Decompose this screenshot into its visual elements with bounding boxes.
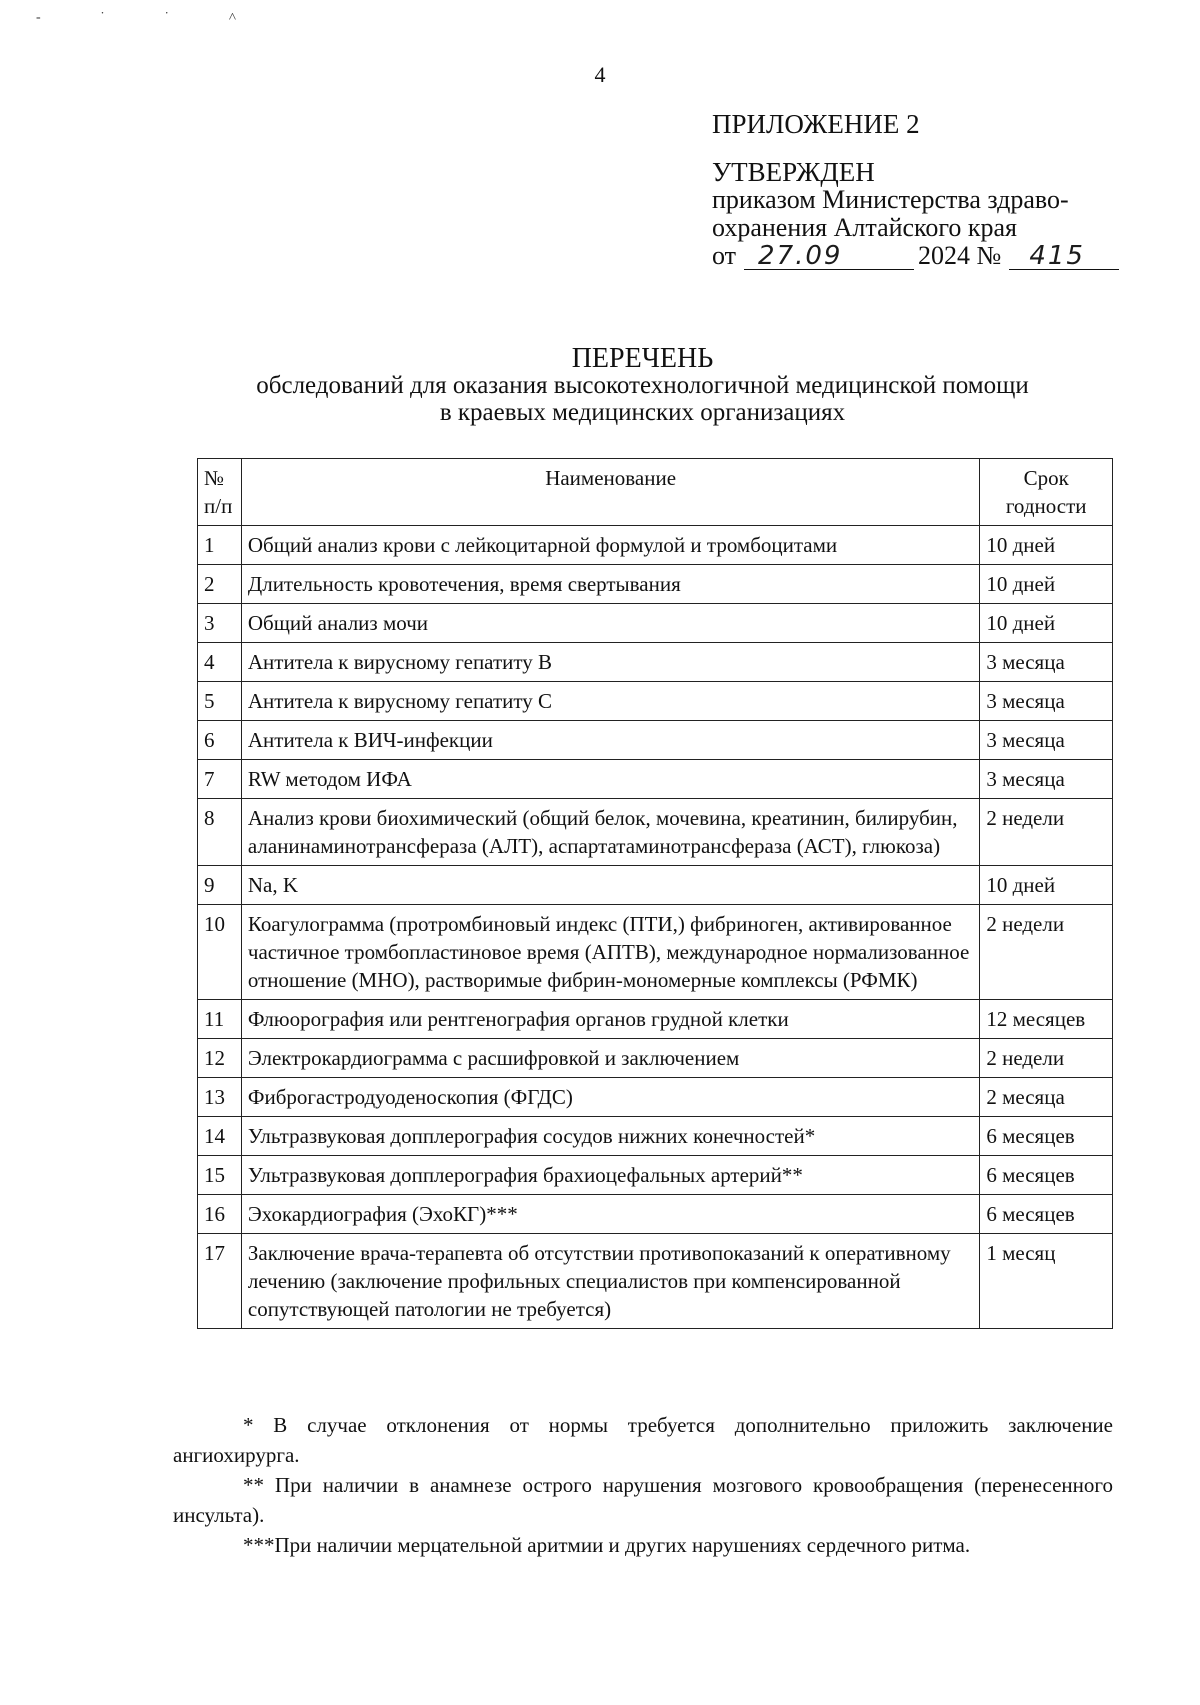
handwritten-date: 27.09 bbox=[744, 243, 914, 270]
handwritten-order-number: 415 bbox=[1009, 243, 1119, 270]
table-row bbox=[198, 643, 1113, 682]
row-name: Эхокардиография (ЭхоКГ)*** bbox=[241, 1195, 979, 1234]
row-number: 1 bbox=[198, 526, 242, 565]
row-name: Антитела к вирусному гепатиту С bbox=[241, 682, 979, 721]
document-title: ПЕРЕЧЕНЬ bbox=[571, 343, 714, 374]
row-number: 15 bbox=[198, 1156, 242, 1195]
row-number: 12 bbox=[198, 1039, 242, 1078]
table-row bbox=[198, 760, 1113, 799]
row-validity: 1 месяц bbox=[980, 1234, 1113, 1329]
table-row bbox=[198, 1234, 1113, 1329]
row-validity: 10 дней bbox=[980, 604, 1113, 643]
footnote-2: ** При наличии в анамнезе острого нарушения мозгового кровообращения (перенесенного инсульта). bbox=[173, 1473, 1113, 1527]
row-number: 9 bbox=[198, 866, 242, 905]
table-row bbox=[198, 1000, 1113, 1039]
row-validity: 10 дней bbox=[980, 866, 1113, 905]
row-validity: 2 недели bbox=[980, 1039, 1113, 1078]
row-name: Заключение врача-терапевта об отсутствии противопоказаний к оперативному лечению (заключение профильных специалистов при компенсированной сопутствующей патологии не требуется) bbox=[241, 1234, 979, 1329]
order-date-number-line bbox=[712, 242, 1152, 270]
table-header-row bbox=[198, 459, 1113, 526]
document-subtitle-line-2: в краевых медицинских организациях bbox=[439, 399, 846, 426]
row-number: 17 bbox=[198, 1234, 242, 1329]
row-name: Ультразвуковая допплерография сосудов нижних конечностей* bbox=[241, 1117, 979, 1156]
row-name: Общий анализ мочи bbox=[241, 604, 979, 643]
row-number: 8 bbox=[198, 799, 242, 866]
approval-stamp-block bbox=[712, 110, 1152, 270]
row-number: 10 bbox=[198, 905, 242, 1000]
row-number: 16 bbox=[198, 1195, 242, 1234]
row-number: 14 bbox=[198, 1117, 242, 1156]
row-number: 3 bbox=[198, 604, 242, 643]
from-label: от bbox=[712, 241, 737, 270]
table-row bbox=[198, 526, 1113, 565]
footnote-3: ***При наличии мерцательной аритмии и других нарушениях сердечного ритма. bbox=[243, 1533, 971, 1557]
row-number: 5 bbox=[198, 682, 242, 721]
row-validity: 10 дней bbox=[980, 526, 1113, 565]
row-number: 4 bbox=[198, 643, 242, 682]
approved-label: УТВЕРЖДЕН bbox=[712, 157, 875, 187]
approval-line-2: охранения Алтайского края bbox=[712, 213, 1018, 242]
examinations-table bbox=[197, 458, 1113, 1329]
table-row bbox=[198, 1117, 1113, 1156]
row-name: Коагулограмма (протромбиновый индекс (ПТИ,) фибриноген, активированное частичное тромбопластиновое время (АПТВ), международное нормализованное отношение (МНО), растворимые фибрин-мономерные комплексы (РФМК) bbox=[241, 905, 979, 1000]
row-name: Общий анализ крови с лейкоцитарной формулой и тромбоцитами bbox=[241, 526, 979, 565]
row-validity: 3 месяца bbox=[980, 643, 1113, 682]
row-name: Анализ крови биохимический (общий белок, мочевина, креатинин, билирубин, аланинаминотрансфераза (АЛТ), аспартатаминотрансфераза (АСТ), глюкоза) bbox=[241, 799, 979, 866]
row-validity: 6 месяцев bbox=[980, 1195, 1113, 1234]
row-validity: 10 дней bbox=[980, 565, 1113, 604]
year-number-label: 2024 № bbox=[918, 241, 1002, 270]
table-row bbox=[198, 905, 1113, 1000]
page-number: 4 bbox=[594, 62, 606, 87]
table-row bbox=[198, 1039, 1113, 1078]
footnotes bbox=[173, 1410, 1113, 1560]
table-row bbox=[198, 604, 1113, 643]
row-name: Электрокардиограмма с расшифровкой и заключением bbox=[241, 1039, 979, 1078]
document-title-block bbox=[0, 345, 1200, 426]
row-number: 13 bbox=[198, 1078, 242, 1117]
document-subtitle-line-1: обследований для оказания высокотехнологичной медицинской помощи bbox=[256, 372, 1029, 399]
row-name: Антитела к вирусному гепатиту В bbox=[241, 643, 979, 682]
table-row bbox=[198, 866, 1113, 905]
header-number: № п/п bbox=[198, 459, 242, 526]
table-row bbox=[198, 799, 1113, 866]
row-name: Флюорография или рентгенография органов грудной клетки bbox=[241, 1000, 979, 1039]
row-name: Na, K bbox=[241, 866, 979, 905]
row-number: 7 bbox=[198, 760, 242, 799]
row-validity: 3 месяца bbox=[980, 721, 1113, 760]
row-validity: 6 месяцев bbox=[980, 1117, 1113, 1156]
table-row bbox=[198, 1078, 1113, 1117]
appendix-label: ПРИЛОЖЕНИЕ 2 bbox=[712, 109, 920, 139]
row-number: 11 bbox=[198, 1000, 242, 1039]
table-row bbox=[198, 565, 1113, 604]
row-name: Антитела к ВИЧ-инфекции bbox=[241, 721, 979, 760]
row-validity: 2 недели bbox=[980, 905, 1113, 1000]
row-number: 6 bbox=[198, 721, 242, 760]
table-row bbox=[198, 682, 1113, 721]
table-row bbox=[198, 721, 1113, 760]
row-name: RW методом ИФА bbox=[241, 760, 979, 799]
table-row bbox=[198, 1156, 1113, 1195]
row-name: Ультразвуковая допплерография брахиоцефальных артерий** bbox=[241, 1156, 979, 1195]
row-validity: 3 месяца bbox=[980, 760, 1113, 799]
row-name: Длительность кровотечения, время свертывания bbox=[241, 565, 979, 604]
approval-line-1: приказом Министерства здраво- bbox=[712, 185, 1069, 214]
row-number: 2 bbox=[198, 565, 242, 604]
table-row bbox=[198, 1195, 1113, 1234]
row-validity: 6 месяцев bbox=[980, 1156, 1113, 1195]
row-validity: 2 недели bbox=[980, 799, 1113, 866]
row-validity: 3 месяца bbox=[980, 682, 1113, 721]
row-validity: 12 месяцев bbox=[980, 1000, 1113, 1039]
row-name: Фиброгастродуоденоскопия (ФГДС) bbox=[241, 1078, 979, 1117]
header-validity: Срок годности bbox=[980, 459, 1113, 526]
scan-artifact-marks: - ˙ ˙ ˄ bbox=[36, 10, 265, 25]
footnote-1: * В случае отклонения от нормы требуется дополнительно приложить заключение ангиохирурга. bbox=[173, 1413, 1113, 1467]
row-validity: 2 месяца bbox=[980, 1078, 1113, 1117]
header-name: Наименование bbox=[241, 459, 979, 526]
